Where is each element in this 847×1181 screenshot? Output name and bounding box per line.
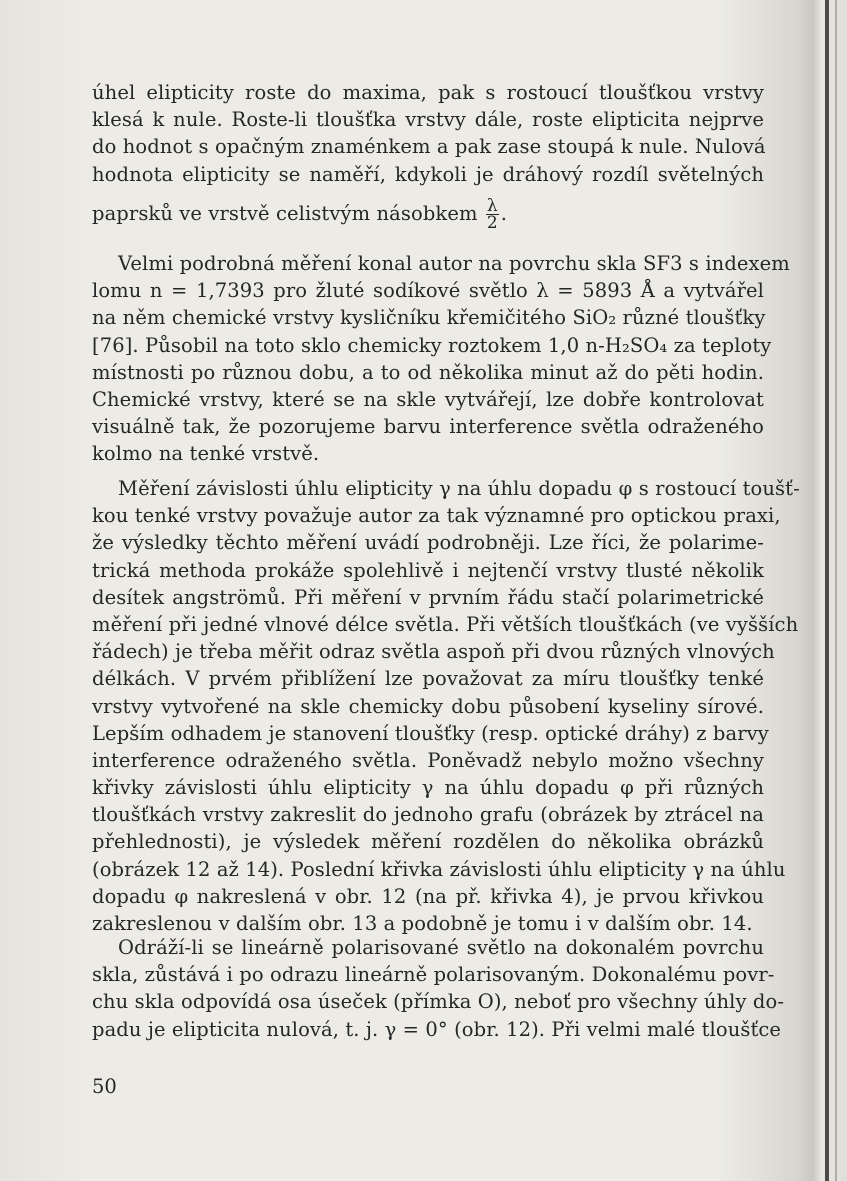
text-line: chu skla odpovídá osa úseček (přímka O), neboť pro všechny úhly do- bbox=[92, 990, 785, 1014]
text-line: měření při jedné vlnové délce světla. Při větších tloušťkách (ve vyšších bbox=[92, 612, 799, 636]
text-line: kou tenké vrstvy považuje autor za tak významné pro optickou praxi, bbox=[92, 504, 781, 528]
paragraph-3 bbox=[92, 475, 800, 937]
text-line: Odráží-li se lineárně polarisované světlo na dokonalém povrchu bbox=[118, 936, 764, 959]
paragraph-2 bbox=[92, 250, 790, 468]
text-line: Chemické vrstvy, které se na skle vytvářejí, lze dobře kontrolovat bbox=[92, 387, 764, 411]
text-line: kolmo na tenké vrstvě. bbox=[92, 442, 320, 466]
paragraph-4 bbox=[92, 934, 785, 1043]
lambda-half-fraction bbox=[486, 195, 499, 233]
fraction-numerator: λ bbox=[486, 195, 498, 216]
text-line: dopadu φ nakreslená v obr. 12 (na př. křivka 4), je prvou křivkou bbox=[92, 884, 764, 908]
text-line: Měření závislosti úhlu elipticity γ na úhlu dopadu φ s rostoucí toušť- bbox=[118, 477, 800, 500]
text-line: že výsledky těchto měření uvádí podrobněji. Lze říci, že polarime- bbox=[92, 531, 764, 555]
text-line: trická methoda prokáže spolehlivě i nejtenčí vrstvy tlusté několik bbox=[92, 558, 764, 582]
text-line: délkách. V prvém přiblížení lze považovat za míru tloušťky tenké bbox=[92, 667, 764, 691]
text-line: desítek angströmů. Při měření v prvním řádu stačí polarimetrické bbox=[92, 585, 764, 609]
text-line: (obrázek 12 až 14). Poslední křivka závislosti úhlu elipticity γ na úhlu bbox=[92, 857, 786, 881]
text-line: úhel elipticity roste do maxima, pak s rostoucí tloušťkou vrstvy bbox=[92, 81, 764, 104]
text-line: visuálně tak, že pozorujeme barvu interference světla odraženého bbox=[92, 415, 764, 439]
text-line: padu je elipticita nulová, t. j. γ = 0° (obr. 12). Při velmi malé tloušťce bbox=[92, 1017, 782, 1041]
text-line: do hodnot s opačným znaménkem a pak zase stoupá k nule. Nulová bbox=[92, 135, 766, 159]
text-line: hodnota elipticity se naměří, kdykoli je dráhový rozdíl světelných bbox=[92, 162, 764, 186]
text-line: Lepším odhadem je stanovení tloušťky (resp. optické dráhy) z barvy bbox=[92, 721, 769, 745]
book-spine-shadow bbox=[825, 0, 829, 1181]
book-spine-edge bbox=[835, 0, 837, 1181]
fraction-denominator: 2 bbox=[486, 212, 498, 233]
text-line: vrstvy vytvořené na skle chemicky dobu působení kyseliny sírové. bbox=[92, 694, 764, 718]
text-line: [76]. Působil na toto sklo chemicky roztokem 1,0 n-H₂SO₄ za teploty bbox=[92, 333, 772, 357]
page-number: 50 bbox=[92, 1075, 117, 1098]
text-line: zakreslenou v dalším obr. 13 a podobně je tomu i v dalším obr. 14. bbox=[92, 912, 753, 935]
text-fragment: paprsků ve vrstvě celistvým násobkem bbox=[92, 201, 478, 225]
text-line: na něm chemické vrstvy kysličníku křemičitého SiO₂ různé tloušťky bbox=[92, 306, 766, 330]
text-line: skla, zůstává i po odrazu lineárně polarisovaným. Dokonalému povr- bbox=[92, 963, 775, 987]
text-line: interference odraženého světla. Poněvadž nebylo možno všechny bbox=[92, 748, 764, 772]
text-line: tloušťkách vrstvy zakreslit do jednoho grafu (obrázek by ztrácel na bbox=[92, 803, 764, 827]
text-line: přehlednosti), je výsledek měření rozdělen do několika obrázků bbox=[92, 830, 764, 854]
text-line: Velmi podrobná měření konal autor na povrchu skla SF3 s indexem bbox=[118, 252, 790, 275]
text-fragment: . bbox=[500, 201, 508, 225]
text-line: klesá k nule. Roste-li tloušťka vrstvy dále, roste elipticita nejprve bbox=[92, 108, 764, 132]
text-line: křivky závislosti úhlu elipticity γ na úhlu dopadu φ při různých bbox=[92, 776, 764, 800]
text-line: řádech) je třeba měřit odraz světla aspoň při dvou různých vlnových bbox=[92, 640, 775, 664]
text-line: lomu n = 1,7393 pro žluté sodíkové světlo λ = 5893 Å a vytvářel bbox=[92, 279, 764, 303]
text-line-with-fraction bbox=[92, 195, 764, 233]
paragraph-1 bbox=[92, 79, 766, 233]
text-line: místnosti po různou dobu, a to od několika minut až do pěti hodin. bbox=[92, 360, 764, 384]
